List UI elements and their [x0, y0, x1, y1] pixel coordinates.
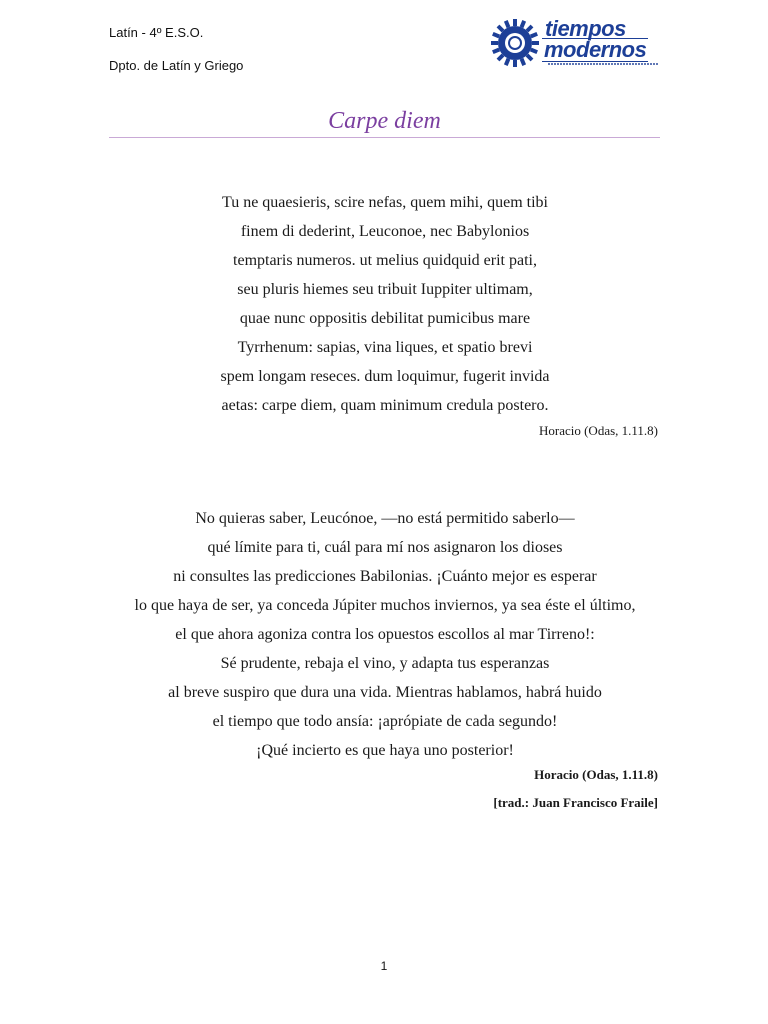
spanish-poem: [100, 504, 670, 765]
poem-verse: aetas: carpe diem, quam minimum credula postero.: [221, 397, 549, 414]
school-logo: [490, 16, 662, 72]
translator-credit: [trad.: Juan Francisco Fraile]: [493, 795, 658, 810]
spanish-attribution: Horacio (Odas, 1.11.8): [534, 767, 658, 782]
poem-verse: qué límite para ti, cuál para mí nos asignaron los dioses: [207, 539, 563, 556]
poem-verse: temptaris numeros. ut melius quidquid erit pati,: [233, 252, 537, 269]
poem-verse: seu pluris hiemes seu tribuit Iuppiter ultimam,: [237, 281, 533, 298]
department-label: Dpto. de Latín y Griego: [109, 58, 244, 73]
poem-verse: el que ahora agoniza contra los opuestos escollos al mar Tirreno!:: [175, 626, 595, 643]
poem-verse: No quieras saber, Leucónoe, —no está permitido saberlo—: [195, 510, 575, 527]
logo-word-1: tiempos: [545, 16, 626, 41]
latin-attribution: Horacio (Odas, 1.11.8): [538, 423, 658, 438]
page-number: 1: [380, 959, 388, 973]
logo-tagline-decoration: [548, 63, 658, 65]
poem-verse: Sé prudente, rebaja el vino, y adapta tus esperanzas: [220, 655, 550, 672]
course-label: Latín - 4º E.S.O.: [109, 25, 204, 40]
title-underline: [109, 137, 660, 138]
poem-verse: spem longam reseces. dum loquimur, fugerit invida: [220, 368, 550, 385]
gear-logo-icon: [490, 18, 540, 68]
page-title: Carpe diem: [328, 108, 441, 134]
poem-verse: Tu ne quaesieris, scire nefas, quem mihi, quem tibi: [221, 194, 548, 211]
poem-verse: al breve suspiro que dura una vida. Mientras hablamos, habrá huido: [168, 684, 602, 701]
poem-verse: quae nunc oppositis debilitat pumicibus mare: [239, 310, 531, 327]
poem-verse: lo que haya de ser, ya conceda Júpiter muchos inviernos, ya sea éste el último,: [134, 597, 636, 614]
poem-verse: el tiempo que todo ansía: ¡aprópiate de cada segundo!: [212, 713, 558, 730]
poem-verse: ni consultes las predicciones Babilonias. ¡Cuánto mejor es esperar: [173, 568, 597, 585]
poem-verse: ¡Qué incierto es que haya uno posterior!: [256, 742, 514, 759]
logo-word-2: modernos: [544, 37, 647, 62]
poem-verse: finem di dederint, Leuconoe, nec Babylonios: [240, 223, 530, 240]
poem-verse: Tyrrhenum: sapias, vina liques, et spatio brevi: [237, 339, 533, 356]
latin-poem: [100, 188, 670, 420]
